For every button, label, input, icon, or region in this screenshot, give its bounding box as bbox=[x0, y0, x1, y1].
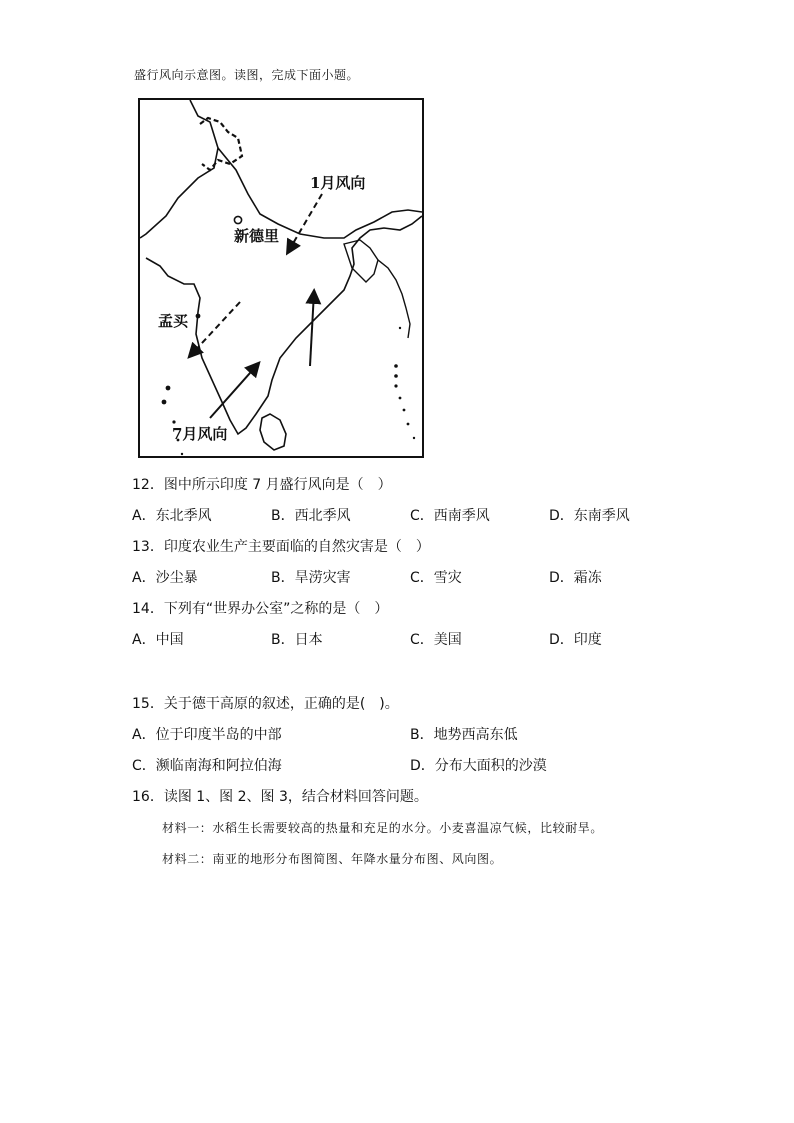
q15-option-d[interactable]: D．分布大面积的沙漠 bbox=[410, 758, 547, 774]
q13-option-c[interactable]: C．雪灾 bbox=[410, 570, 462, 586]
new-delhi-marker bbox=[234, 216, 241, 223]
q15-option-a[interactable]: A．位于印度半岛的中部 bbox=[132, 727, 282, 743]
india-wind-map bbox=[138, 98, 424, 458]
material-two: 材料二：南亚的地形分布图简图、年降水量分布图、风向图。 bbox=[162, 852, 503, 866]
q15-option-b[interactable]: B．地势西高东低 bbox=[410, 727, 518, 743]
q12-option-d[interactable]: D．东南季风 bbox=[549, 508, 630, 524]
question-15-stem: 15．关于德干高原的叙述，正确的是( )。 bbox=[132, 696, 399, 712]
question-12-stem: 12．图中所示印度 7 月盛行风向是（ ） bbox=[132, 477, 392, 493]
q14-option-c[interactable]: C．美国 bbox=[410, 632, 462, 648]
map-frame bbox=[139, 99, 423, 457]
mumbai-marker bbox=[196, 314, 201, 319]
q13-option-d[interactable]: D．霜冻 bbox=[549, 570, 602, 586]
q14-option-d[interactable]: D．印度 bbox=[549, 632, 602, 648]
q12-option-c[interactable]: C．西南季风 bbox=[410, 508, 490, 524]
question-13-stem: 13．印度农业生产主要面临的自然灾害是（ ） bbox=[132, 539, 430, 555]
question-14-stem: 14．下列有“世界办公室”之称的是（ ） bbox=[132, 601, 389, 617]
q12-option-a[interactable]: A．东北季风 bbox=[132, 508, 212, 524]
mumbai-label: 孟买 bbox=[158, 312, 189, 330]
q14-option-a[interactable]: A．中国 bbox=[132, 632, 184, 648]
q13-option-b[interactable]: B．旱涝灾害 bbox=[271, 570, 351, 586]
new-delhi-label: 新德里 bbox=[234, 227, 280, 245]
material-one: 材料一：水稻生长需要较高的热量和充足的水分。小麦喜温凉气候，比较耐旱。 bbox=[162, 821, 604, 835]
q15-option-c[interactable]: C．濒临南海和阿拉伯海 bbox=[132, 758, 282, 774]
july-wind-label: 7月风向 bbox=[172, 425, 228, 443]
q14-option-b[interactable]: B．日本 bbox=[271, 632, 323, 648]
q13-option-a[interactable]: A．沙尘暴 bbox=[132, 570, 198, 586]
intro-text: 盛行风向示意图。读图，完成下面小题。 bbox=[134, 68, 360, 82]
question-16-stem: 16．读图 1、图 2、图 3，结合材料回答问题。 bbox=[132, 789, 428, 805]
q12-option-b[interactable]: B．西北季风 bbox=[271, 508, 351, 524]
january-wind-label: 1月风向 bbox=[310, 174, 366, 192]
